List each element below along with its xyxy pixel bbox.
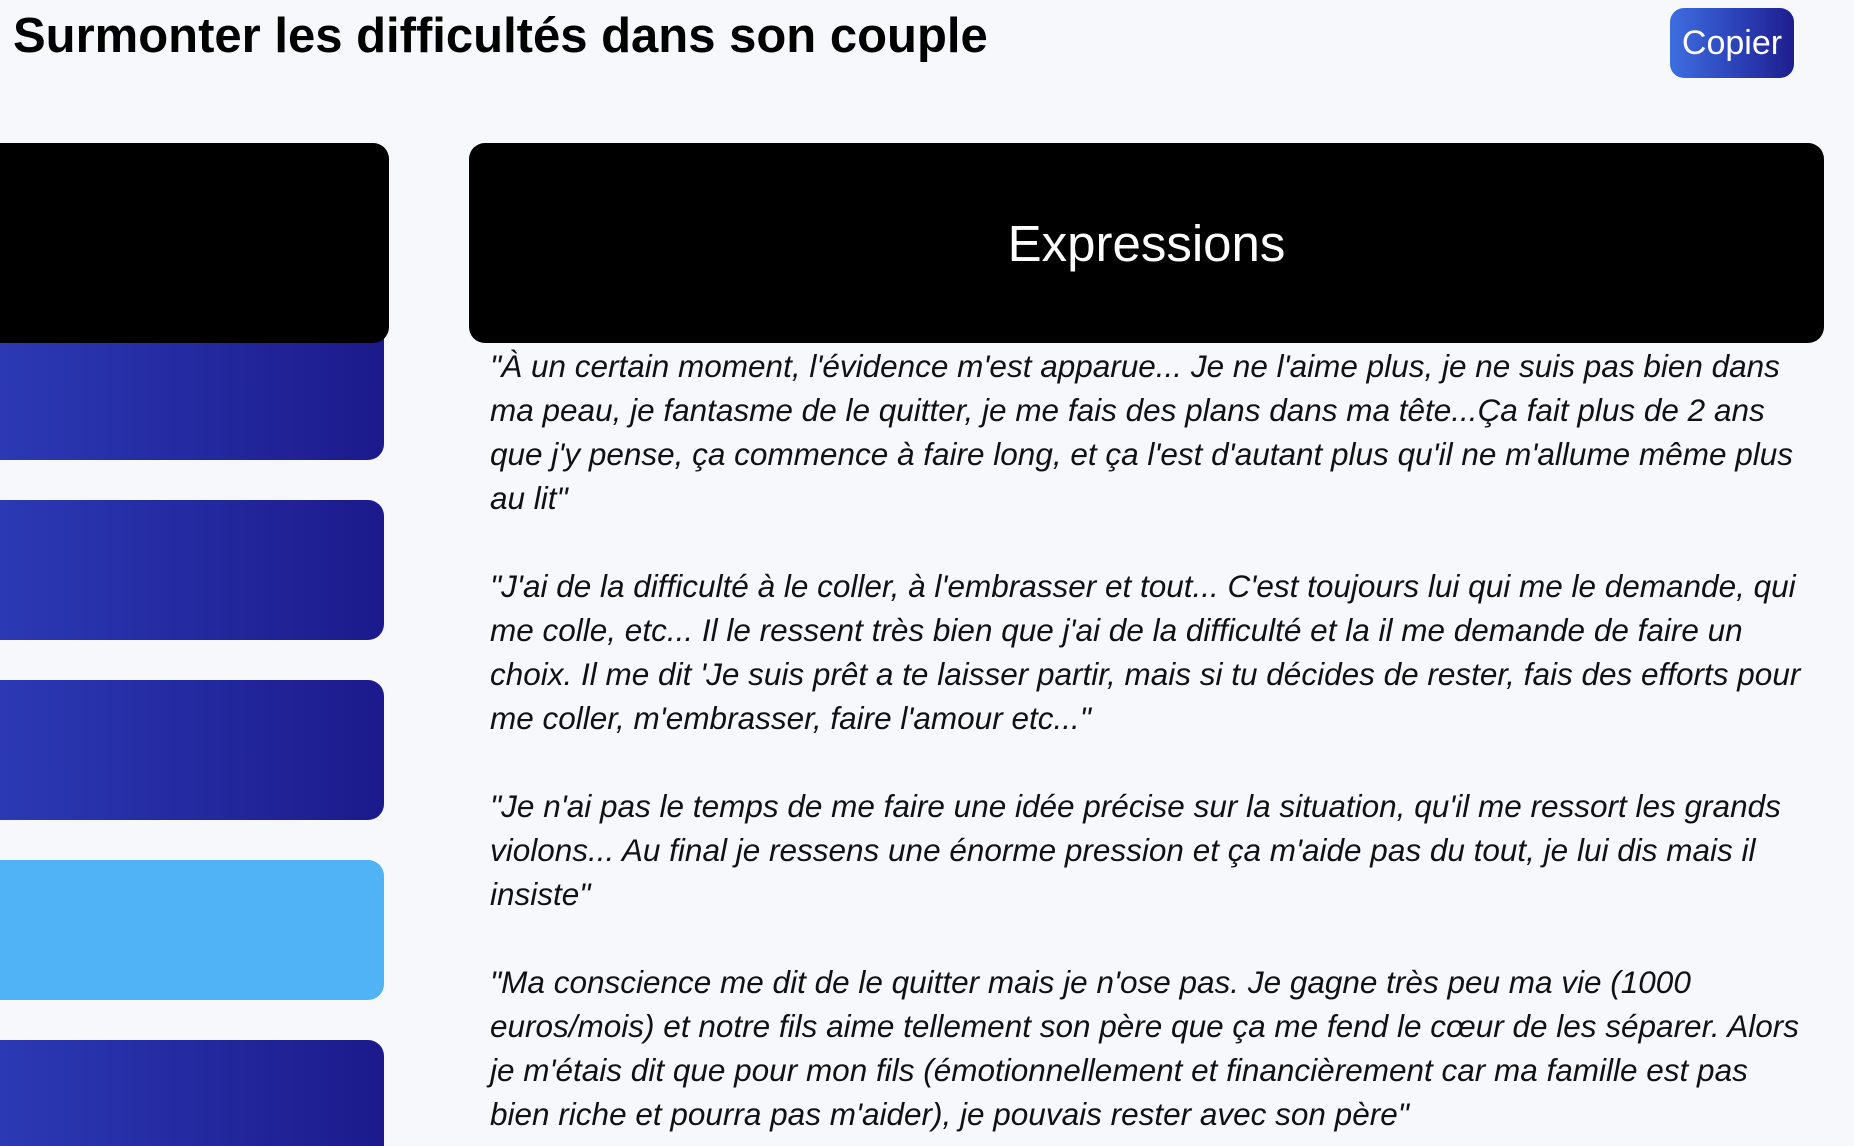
- sidebar-card-5[interactable]: [0, 1040, 384, 1146]
- sidebar-card-active[interactable]: [0, 860, 384, 1000]
- sidebar-card-3[interactable]: [0, 680, 384, 820]
- page-title: Surmonter les difficultés dans son couple: [13, 9, 988, 63]
- section-header: [469, 143, 1824, 343]
- quotes-list: [490, 344, 1810, 1146]
- quote-item: "Ma conscience me dit de le quitter mais je n'ose pas. Je gagne très peu ma vie (1000 euros/mois) et notre fils aime tellement son père que ça me fend le cœur de les séparer. Alors je m'étais dit que pour mon fils (émotionnellement et financièrement car ma famille est pas bien riche et pourra pas m'aider), je pouvais rester avec son père": [490, 964, 1800, 1132]
- quote-item: "À un certain moment, l'évidence m'est apparue... Je ne l'aime plus, je ne suis pas bien dans ma peau, je fantasme de le quitter, je me fais des plans dans ma tête...Ça fait plus de 2 ans que j'y pense, ça commence à faire long, et ça l'est d'autant plus qu'il ne m'allume même plus au lit": [490, 348, 1794, 516]
- sidebar-header-card: [0, 143, 389, 343]
- quote-item: "Je n'ai pas le temps de me faire une idée précise sur la situation, qu'il me ressort les grands violons... Au final je ressens une énorme pression et ça m'aide pas du tout, je lui dis mais il insiste": [490, 788, 1781, 912]
- section-title: Expressions: [1007, 214, 1286, 272]
- copy-button[interactable]: Copier: [1670, 8, 1794, 78]
- sidebar-card-2[interactable]: [0, 500, 384, 640]
- quote-item: "J'ai de la difficulté à le coller, à l'embrasser et tout... C'est toujours lui qui me le demande, qui me colle, etc... Il le ressent très bien que j'ai de la difficulté et la il me demande de faire un choix. Il me dit 'Je suis prêt a te laisser partir, mais si tu décides de rester, fais des efforts pour me coller, m'embrasser, faire l'amour etc...": [490, 568, 1801, 736]
